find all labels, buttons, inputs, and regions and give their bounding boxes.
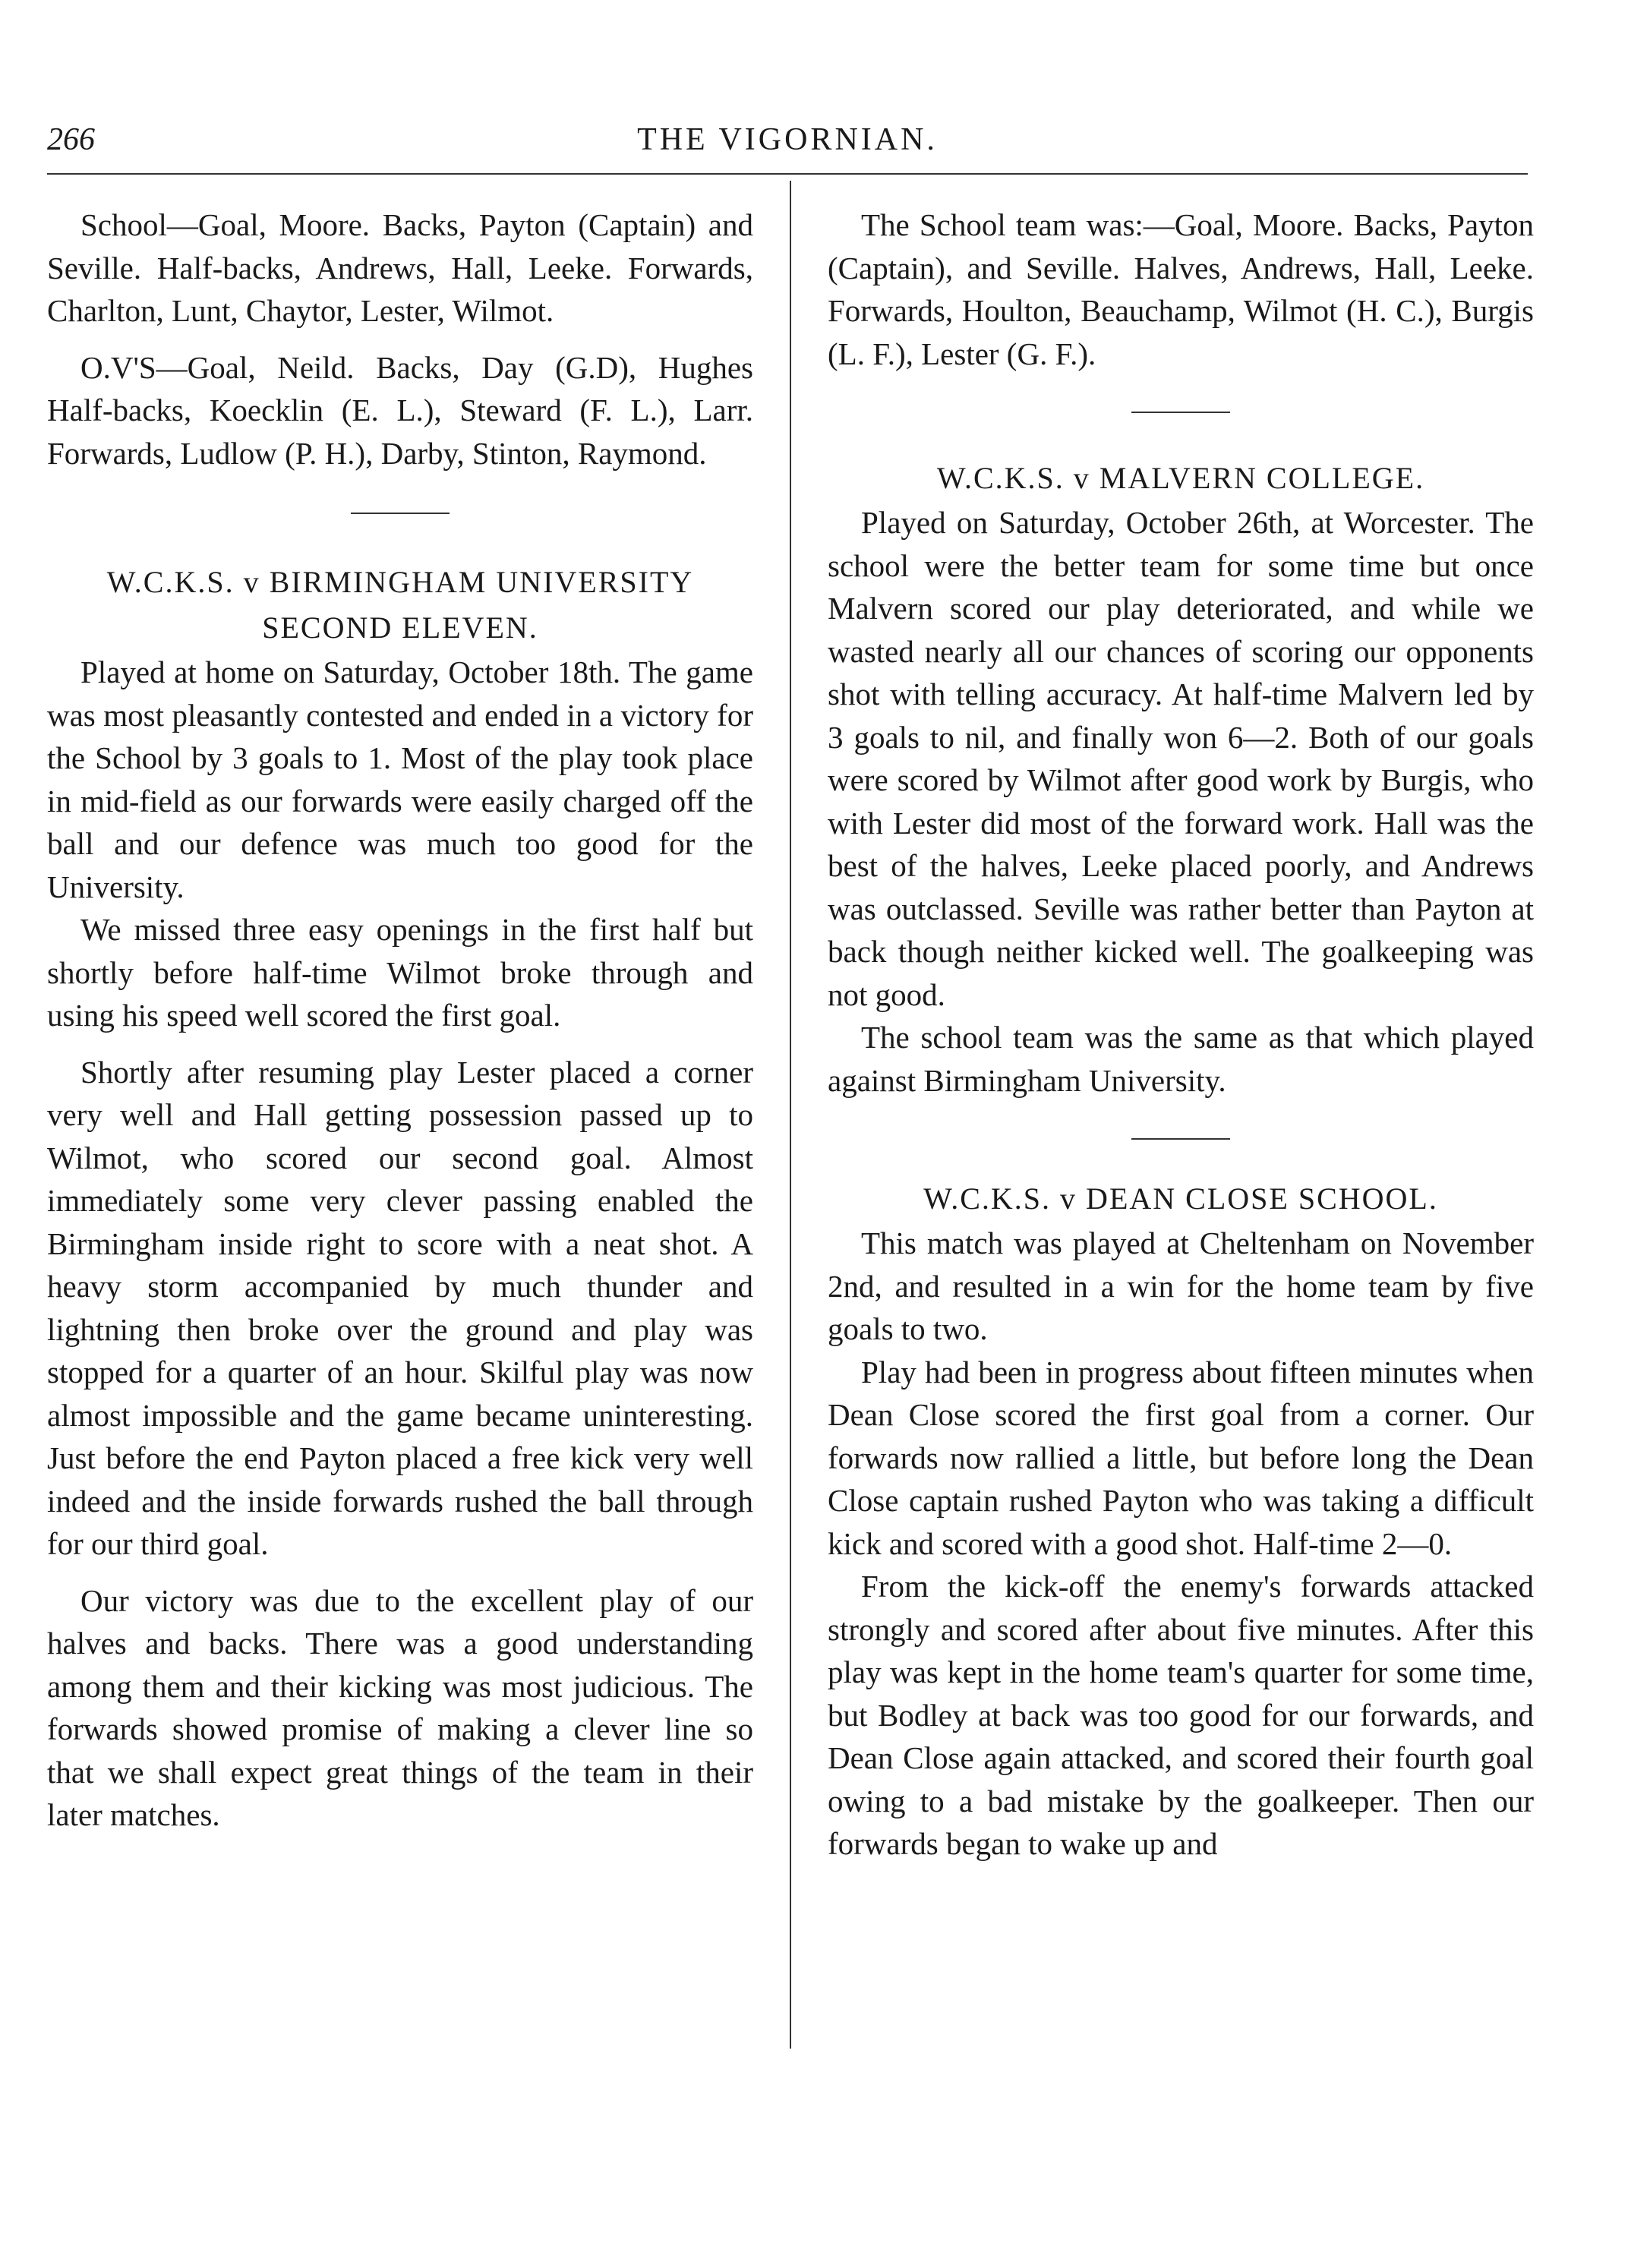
- school-team-lineup: School—Goal, Moore. Backs, Payton (Captain) and Seville. Half-backs, Andrews, Hall, Leeke. Forwards, Charlton, Lunt, Chaytor, Lester, Wilmot.: [47, 207, 753, 328]
- birmingham-paragraph-4: Our victory was due to the excellent play of our halves and backs. There was a good understanding among them and their kicking was most judicious. The forwards showed promise of making a clever line so that we shall expect great things of the team in their later matches.: [47, 1582, 753, 1832]
- dean-close-paragraph-3: From the kick-off the enemy's forwards attacked strongly and scored after about five minutes. After this play was kept in the home team's quarter for some time, but Bodley at back was too good for our forwards, and Dean Close again attacked, and scored their fourth goal owing to a bad mistake by the goalkeeper. Then our forwards began to wake up and: [828, 1569, 1534, 1861]
- dean-close-paragraph-2: Play had been in progress about fifteen minutes when Dean Close scored the first goal from a corner. Our forwards now rallied a little, but before long the Dean Close captain rushed Payton who was taking a difficult kick and scored with a good shot. Half-time 2—0.: [828, 1354, 1534, 1561]
- dean-close-paragraph-1: This match was played at Cheltenham on November 2nd, and resulted in a win for the home team by five goals to two.: [828, 1225, 1534, 1346]
- left-column: [47, 203, 753, 1837]
- dean-close-heading: W.C.K.S. v DEAN CLOSE SCHOOL.: [923, 1181, 1438, 1216]
- birmingham-paragraph-1: Played at home on Saturday, October 18th. The game was most pleasantly contested and ended in a victory for the School by 3 goals to 1. Most of the play took place in mid-field as our forwards were easily charged off the ball and our defence was much too good for the University.: [47, 655, 753, 904]
- birmingham-heading-line1: W.C.K.S. v BIRMINGHAM UNIVERSITY: [106, 565, 694, 599]
- school-team-paragraph: The School team was:—Goal, Moore. Backs, Payton (Captain), and Seville. Halves, Andrews, Hall, Leeke. Forwards, Houlton, Beauchamp, Wilmot (H. C.), Burgis (L. F.), Lester (G. F.).: [828, 207, 1534, 371]
- birmingham-paragraph-2: We missed three easy openings in the first half but shortly before half-time Wilmot broke through and using his speed well scored the first goal.: [47, 912, 753, 1033]
- page-number: 266: [47, 122, 95, 157]
- birmingham-paragraph-3: Shortly after resuming play Lester placed a corner very well and Hall getting possession passed up to Wilmot, who scored our second goal. Almost immediately some very clever passing enabled the Birmingham inside right to score with a neat shot. A heavy storm accompanied by much thunder and lightning then broke over the ground and play was stopped for a quarter of an hour. Skilful play was now almost impossible and the game became uninteresting. Just before the end Payton placed a free kick very well indeed and the inside forwards rushed the ball through for our third goal.: [47, 1054, 753, 1561]
- birmingham-heading-line2: SECOND ELEVEN.: [262, 610, 538, 645]
- column-rule: [790, 181, 791, 2049]
- page-header: [47, 121, 1528, 175]
- right-column: [828, 203, 1534, 1866]
- malvern-heading: W.C.K.S. v MALVERN COLLEGE.: [936, 461, 1425, 495]
- malvern-paragraph-1: Played on Saturday, October 26th, at Worcester. The school were the better team for some time but once Malvern scored our play deteriorated, and while we wasted nearly all our chances of scoring our opponents shot with telling accuracy. At half-time Malvern led by 3 goals to nil, and finally won 6—2. Both of our goals were scored by Wilmot after good work by Burgis, who with Lester did most of the forward work. Hall was the best of the halves, Leeke placed poorly, and Andrews was outclassed. Seville was rather better than Payton at back though neither kicked well. The goalkeeping was not good.: [828, 505, 1534, 1012]
- malvern-paragraph-2: The school team was the same as that which played against Birmingham University.: [828, 1020, 1534, 1098]
- running-title: THE VIGORNIAN.: [637, 122, 938, 157]
- ov-team-lineup: O.V'S—Goal, Neild. Backs, Day (G.D), Hughes Half-backs, Koecklin (E. L.), Steward (F. L.), Larr. Forwards, Ludlow (P. H.), Darby, Stinton, Raymond.: [47, 349, 753, 471]
- header-rule: [47, 173, 1528, 175]
